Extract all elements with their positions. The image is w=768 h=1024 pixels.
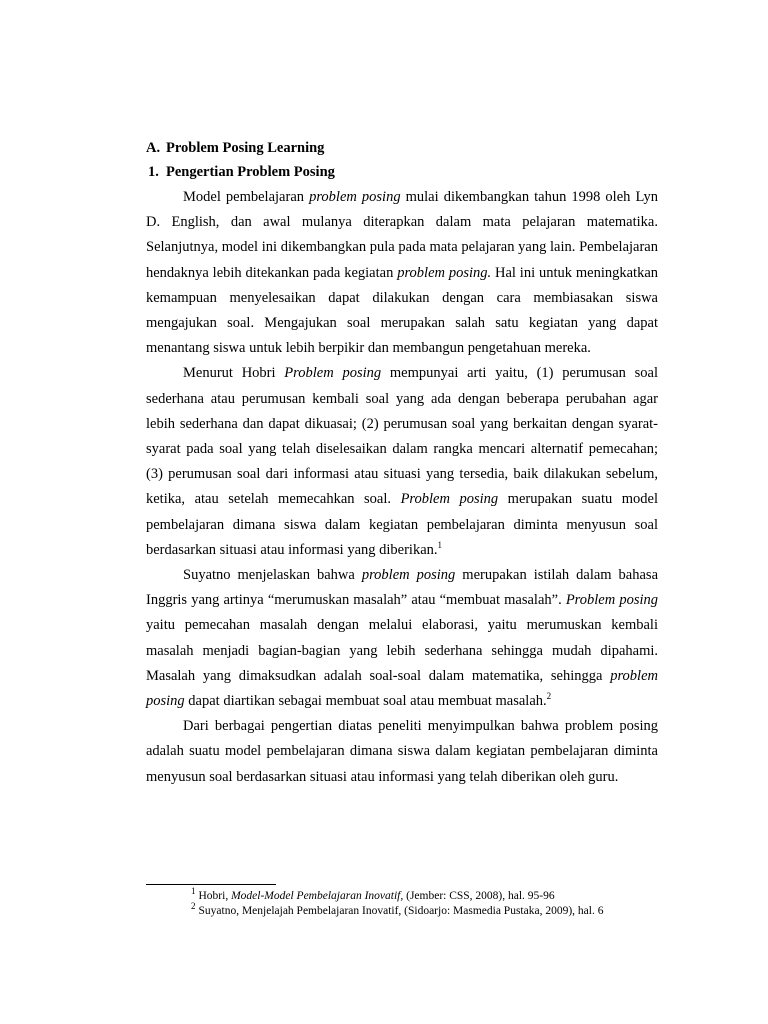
- section-heading-a-marker: A.: [146, 140, 161, 156]
- paragraph-2-text-2: mempunyai arti yaitu, (1) perumusan soal sederhana atau perumusan kembali soal yang ada dengan beberapa perubahan agar lebih sederhana dan dapat dikuasai; (2) perumusan soal yang berkaitan dengan syarat-syarat pada soal yang telah diselesaikan dalam rangka mencari alternatif pemecahan; (3) perumusan soal dari informasi atau situasi yang tersedia, baik dilakukan sebelum, ketika, atau setelah memecahkan soal.: [146, 365, 658, 508]
- footnote-2-text: Suyatno, Menjelajah Pembelajaran Inovatif, (Sidoarjo: Masmedia Pustaka, 2009), hal. 6: [198, 905, 604, 917]
- footnote-1-text-2: (Jember: CSS, 2008), hal. 95-96: [403, 890, 555, 902]
- paragraph-1-text-1: Model pembelajaran: [183, 189, 310, 205]
- paragraph-3-text-3: yaitu pemecahan masalah dengan melalui elaborasi, yaitu merumuskan kembali masalah menjadi bagian-bagian yang lebih sederhana sehingga mudah dipahami. Masalah yang dimaksudkan adalah soal-soal dalam matematika, sehingga: [146, 617, 658, 684]
- paragraph-3-text-2: merupakan istilah dalam bahasa Inggris yang artinya “merumuskan masalah” atau “membuat masalah”.: [146, 567, 659, 609]
- footnote-2: $^2$ Suyatno, Menjelajah Pembelajaran Inovatif, (Sidoarjo: Masmedia Pustaka, 2009), hal. 6: [191, 901, 604, 917]
- subsection-heading-1-title: Pengertian Problem Posing: [166, 164, 335, 180]
- paragraph-2: [146, 361, 658, 563]
- paragraph-2-italic-2: Problem posing: [400, 491, 499, 508]
- footnote-ref-2[interactable]: 2: [546, 691, 552, 702]
- paragraph-1: [146, 185, 658, 361]
- paragraph-3: [146, 563, 658, 714]
- paragraph-1-text-3: Hal ini untuk meningkatkan kemampuan menyelesaikan dapat dilakukan dengan cara membiasakan siswa mengajukan soal. Mengajukan soal merupakan salah satu kegiatan yang dapat menantang siswa untuk lebih berpikir dan membangun pengetahuan mereka.: [146, 264, 659, 357]
- subsection-heading-1: [146, 160, 658, 184]
- paragraph-3-text-4: dapat diartikan sebagai membuat soal atau membuat masalah.: [184, 693, 547, 710]
- paragraph-2-italic-1: Problem posing: [284, 365, 382, 382]
- footnote-1: $^1$ Hobri, Model-Model Pembelajaran Inovatif, (Jember: CSS, 2008), hal. 95-96: [191, 886, 555, 902]
- footnote-separator: [146, 884, 276, 885]
- paragraph-3-text-1: Suyatno menjelaskan bahwa: [183, 567, 362, 584]
- section-heading-a: [146, 136, 658, 160]
- paragraph-1-italic-2: problem posing.: [397, 264, 492, 281]
- footnote-ref-1[interactable]: 1: [437, 540, 443, 551]
- footnote-1-text-1: Hobri,: [198, 890, 232, 902]
- paragraph-2-text-3: merupakan suatu model pembelajaran dimana siswa dalam kegiatan pembelajaran diminta menyusun soal berdasarkan situasi atau informasi yang diberikan.: [146, 491, 658, 558]
- paragraph-3-italic-2: Problem posing: [565, 592, 658, 609]
- footnote-1-italic-title: Model-Model Pembelajaran Inovatif,: [231, 890, 404, 902]
- document-page: [146, 136, 658, 790]
- subsection-heading-1-marker: 1.: [148, 164, 159, 180]
- paragraph-3-italic-3: problem posing: [146, 667, 658, 710]
- section-heading-a-title: Problem Posing Learning: [166, 140, 325, 156]
- paragraph-1-text-2: mulai dikembangkan tahun 1998 oleh Lyn D. English, dan awal mulanya diterapkan dalam mata pelajaran matematika. Selanjutnya, model ini dikembangkan pula pada mata pelajaran yang lain. Pembelajaran hendaknya lebih ditekankan pada kegiatan: [146, 189, 659, 281]
- paragraph-1-italic-1: problem posing: [309, 189, 401, 205]
- footnotes: [191, 886, 671, 919]
- paragraph-3-italic-1: problem posing: [361, 567, 456, 584]
- paragraph-2-text-1: Menurut Hobri: [183, 365, 285, 382]
- paragraph-4: Dari berbagai pengertian diatas peneliti menyimpulkan bahwa problem posing adalah suatu model pembelajaran dimana siswa dalam kegiatan pembelajaran diminta menyusun soal berdasarkan situasi atau informasi yang telah diberikan oleh guru.: [146, 718, 658, 785]
